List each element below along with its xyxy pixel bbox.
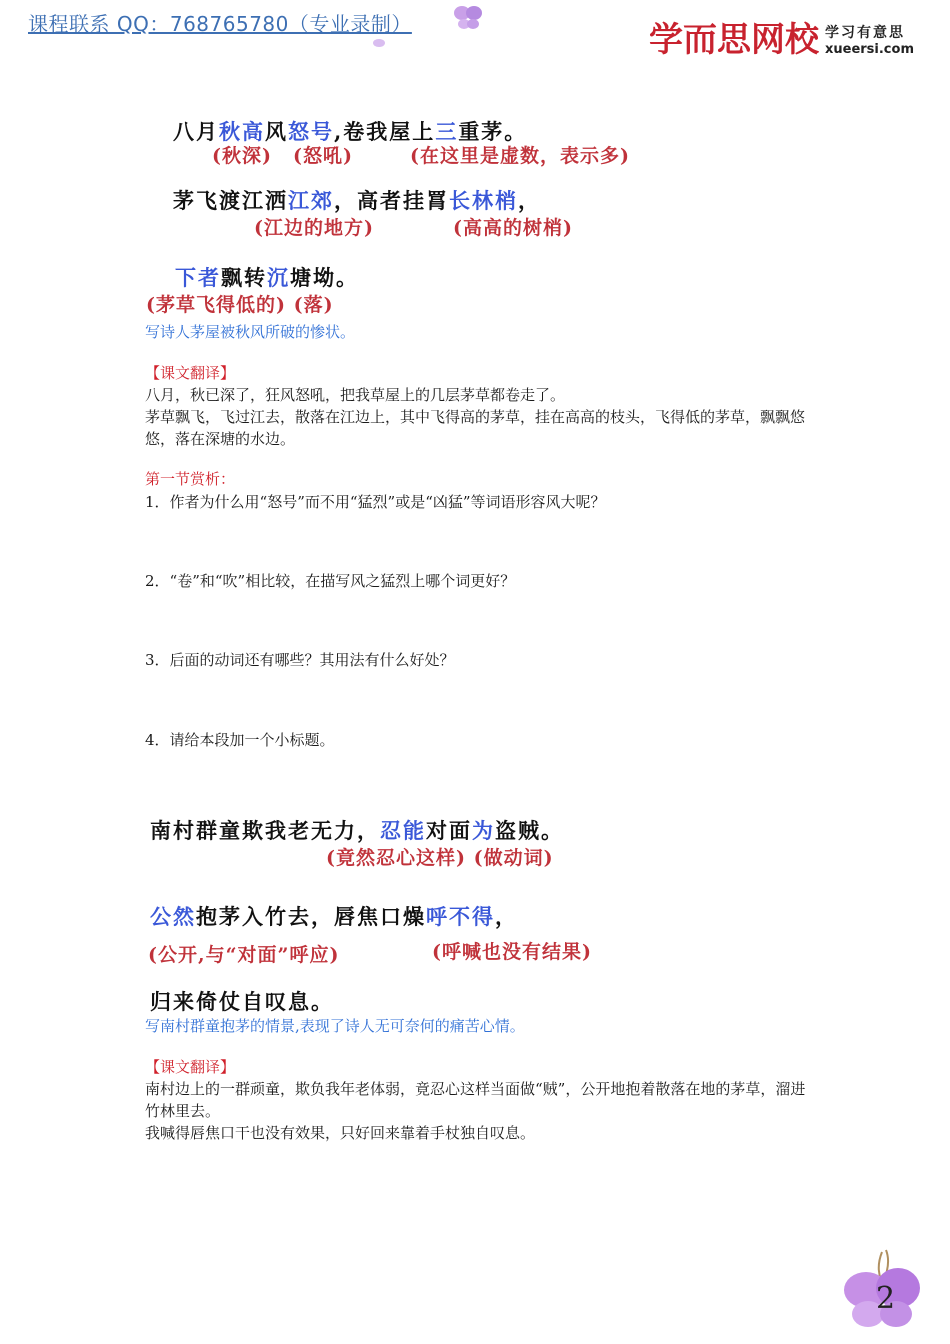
butterfly-small-icon — [372, 38, 386, 48]
poem-text: ， — [518, 188, 541, 213]
poem-line: 归来倚仗自叹息。 — [150, 989, 334, 1014]
poem-text: 抱茅入竹去，唇焦口燥 — [196, 904, 426, 929]
poem-text: 南村群童欺我老无力， — [150, 818, 380, 843]
translation-paragraph: 南村边上的一群顽童，欺负我年老体弱，竟忍心这样当面做“贼”，公开地抱着散落在地的茅草，溜进竹林里去。 — [145, 1080, 806, 1120]
poem-keyword: 怒号 — [288, 119, 334, 144]
poem-keyword: 为 — [472, 818, 495, 843]
brand-slogan: 学习有意思 — [824, 25, 905, 41]
poem-text: ， — [495, 904, 518, 929]
page-number: 2 — [876, 1281, 896, 1316]
annotation: (江边的地方) — [254, 217, 374, 239]
section-summary: 写南村群童抱茅的情景,表现了诗人无可奈何的痛苦心情。 — [145, 1017, 525, 1035]
poem-text: 塘坳。 — [290, 265, 359, 290]
translation-paragraph: 我喊得唇焦口干也没有效果，只好回来靠着手杖独自叹息。 — [145, 1124, 536, 1142]
translation-title: 【课文翻译】 — [145, 1058, 236, 1076]
poem-keyword: 忍能 — [380, 818, 426, 843]
annotation: (在这里是虚数，表示多) — [410, 145, 630, 167]
annotation: (秋深) — [212, 145, 272, 167]
analysis-title: 第一节赏析： — [145, 470, 236, 488]
translation-title: 【课文翻译】 — [145, 364, 236, 382]
poem-keyword: 长林梢 — [449, 188, 518, 213]
annotation: (怒吼) — [293, 145, 353, 167]
annotation: (高高的树梢) — [453, 217, 573, 239]
annotation: (竟然忍心这样) (做动词) — [326, 847, 554, 869]
poem-text: 风 — [265, 119, 288, 144]
translation-paragraph: 茅草飘飞，飞过江去，散落在江边上，其中飞得高的茅草，挂在高高的枝头，飞得低的茅草，飘飘悠悠，落在深塘的水边。 — [145, 408, 806, 448]
poem-keyword: 呼不得 — [426, 904, 495, 929]
annotation: (茅草飞得低的) (落) — [146, 294, 334, 316]
brand-logo — [648, 20, 914, 60]
brand-name: 学而思网校 — [648, 20, 819, 60]
translation-paragraph: 八月，秋已深了，狂风怒吼，把我草屋上的几层茅草都卷走了。 — [145, 386, 566, 404]
contact-link[interactable]: 课程联系 QQ：768765780（专业录制） — [28, 12, 412, 36]
poem-line — [150, 815, 564, 845]
poem-line — [175, 262, 359, 292]
annotation: (公开,与“对面”呼应) — [148, 944, 340, 966]
poem-keyword: 秋高 — [219, 119, 265, 144]
poem-keyword: 下者 — [175, 265, 221, 290]
poem-text: ,卷我屋上 — [334, 119, 436, 144]
poem-keyword: 三 — [435, 119, 459, 144]
poem-text: 重茅。 — [458, 119, 528, 144]
poem-keyword: 沉 — [267, 265, 290, 290]
question-item: 2．“卷”和“吹”相比较，在描写风之猛烈上哪个词更好？ — [145, 572, 516, 590]
poem-text: 盗贼。 — [495, 818, 564, 843]
annotation: (呼喊也没有结果) — [432, 941, 592, 963]
question-item: 4．请给本段加一个小标题。 — [145, 731, 335, 749]
brand-url: xueersi.com — [824, 42, 914, 57]
section-summary: 写诗人茅屋被秋风所破的惨状。 — [145, 323, 356, 341]
poem-text: 飘转 — [221, 265, 267, 290]
poem-line — [150, 901, 518, 931]
poem-keyword: 江郊 — [288, 188, 334, 213]
poem-text: 对面 — [426, 818, 472, 843]
poem-text: ，高者挂罥 — [334, 188, 449, 213]
question-item: 3．后面的动词还有哪些？其用法有什么好处？ — [145, 651, 455, 669]
butterfly-icon — [452, 2, 484, 32]
poem-text: 茅飞渡江洒 — [173, 188, 288, 213]
poem-line — [173, 185, 541, 215]
poem-keyword: 公然 — [150, 904, 196, 929]
question-item: 1．作者为什么用“怒号”而不用“猛烈”或是“凶猛”等词语形容风大呢？ — [145, 493, 606, 511]
poem-text: 八月 — [173, 119, 219, 144]
